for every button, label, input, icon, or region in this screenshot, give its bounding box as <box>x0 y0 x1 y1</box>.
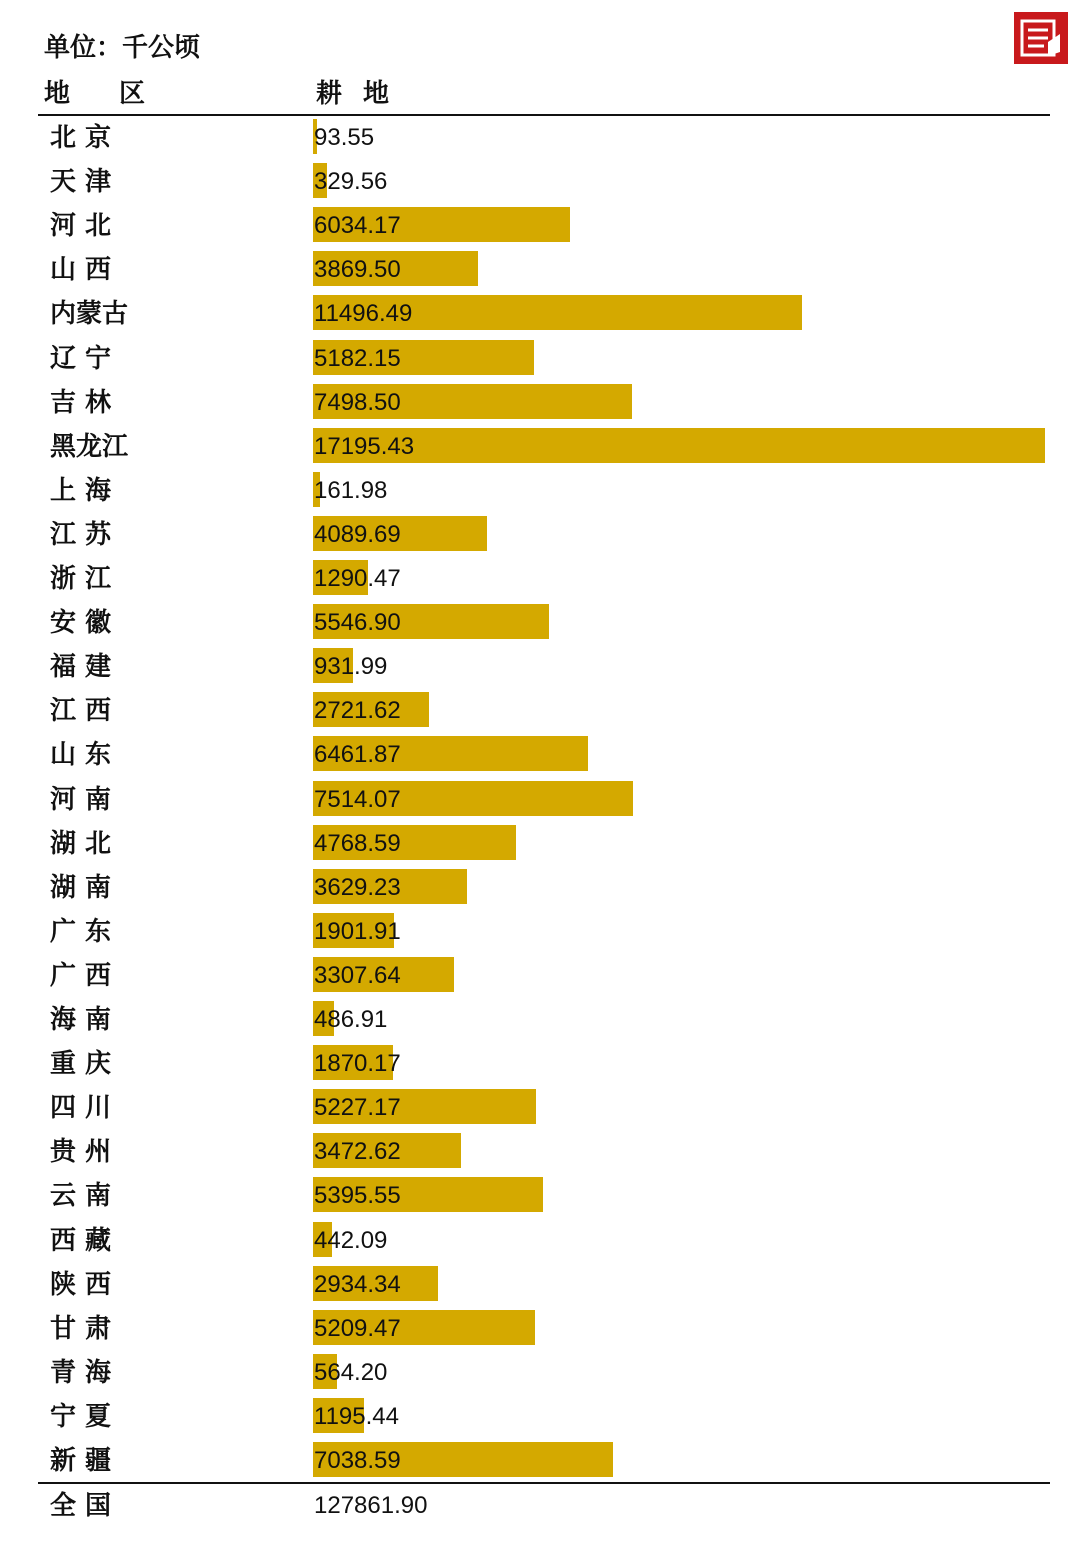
region-label: 广 西 <box>50 960 112 991</box>
table-row <box>0 1439 1080 1483</box>
region-label: 福 建 <box>50 652 112 683</box>
table-row <box>0 866 1080 910</box>
table-row <box>0 1130 1080 1174</box>
value-label: 5182.15 <box>314 344 401 372</box>
region-label: 海 南 <box>50 1005 112 1035</box>
region-label: 新 疆 <box>50 1446 112 1476</box>
table-row <box>0 557 1080 601</box>
table-row <box>0 116 1080 160</box>
value-label: 4768.59 <box>314 829 401 857</box>
value-label: 7038.59 <box>314 1447 401 1474</box>
value-label: 6034.17 <box>314 212 401 240</box>
region-label: 江 苏 <box>50 519 112 550</box>
table-row <box>0 1042 1080 1086</box>
table-row <box>0 1219 1080 1263</box>
region-label: 北 京 <box>50 123 112 153</box>
value-label: 1901.91 <box>314 917 401 945</box>
value-label: 1195.44 <box>314 1402 399 1430</box>
value-label: 7498.50 <box>314 388 401 416</box>
table-row <box>0 601 1080 645</box>
table-row <box>0 778 1080 822</box>
value-label: 3869.50 <box>314 256 401 284</box>
value-label: 7514.07 <box>314 785 401 813</box>
table-row <box>0 513 1080 557</box>
table-row <box>0 645 1080 689</box>
value-label: 5395.55 <box>314 1182 401 1210</box>
bar <box>313 428 1045 463</box>
region-label: 吉 林 <box>50 387 112 418</box>
value-label: 3472.62 <box>314 1138 401 1166</box>
value-label: 2934.34 <box>314 1270 401 1298</box>
region-label: 甘 肃 <box>50 1313 112 1344</box>
value-label: 564.20 <box>314 1358 388 1386</box>
region-label: 辽 宁 <box>50 343 112 374</box>
value-label: 5546.90 <box>314 609 401 637</box>
table-row <box>0 381 1080 425</box>
table-row <box>0 425 1080 469</box>
table-row <box>0 689 1080 733</box>
value-label: 93.55 <box>314 124 375 151</box>
table-row <box>0 469 1080 513</box>
value-label: 161.98 <box>314 476 388 504</box>
table-row <box>0 1307 1080 1351</box>
table-row <box>0 160 1080 204</box>
region-label: 陕 西 <box>50 1269 112 1300</box>
column-header-value: 耕 地 <box>316 79 396 109</box>
region-label: 云 南 <box>50 1181 112 1212</box>
table-row <box>0 292 1080 336</box>
value-label: 1290.47 <box>314 565 401 592</box>
region-label: 天 津 <box>50 167 112 198</box>
region-label: 河 南 <box>50 784 112 815</box>
value-label: 3629.23 <box>314 873 401 901</box>
region-label: 内蒙古 <box>50 299 129 330</box>
table-row <box>0 1263 1080 1307</box>
region-label: 山 东 <box>50 740 112 771</box>
total-value: 127861.90 <box>314 1492 428 1519</box>
region-label: 安 徽 <box>50 608 112 639</box>
table-row <box>0 1086 1080 1130</box>
table-row <box>0 204 1080 248</box>
region-label: 青 海 <box>50 1357 112 1388</box>
region-label: 宁 夏 <box>50 1401 112 1432</box>
region-label: 湖 南 <box>50 872 112 903</box>
region-label: 西 藏 <box>50 1225 112 1256</box>
value-label: 5227.17 <box>314 1094 401 1122</box>
value-label: 442.09 <box>314 1226 388 1254</box>
total-label: 全 国 <box>50 1491 112 1521</box>
table-row <box>0 733 1080 777</box>
region-label: 江 西 <box>50 696 112 727</box>
brand-logo-icon <box>1014 12 1068 64</box>
value-label: 6461.87 <box>314 741 401 769</box>
region-label: 重 庆 <box>50 1049 112 1080</box>
value-label: 329.56 <box>314 168 388 196</box>
total-row <box>0 1484 1080 1528</box>
value-label: 486.91 <box>314 1006 388 1033</box>
table-row <box>0 1174 1080 1218</box>
value-label: 1870.17 <box>314 1050 401 1078</box>
table-row <box>0 337 1080 381</box>
value-label: 17195.43 <box>314 432 415 460</box>
column-header-region: 地 区 <box>44 79 166 109</box>
table-row <box>0 248 1080 292</box>
region-label: 上 海 <box>50 475 112 506</box>
value-label: 3307.64 <box>314 961 401 989</box>
region-label: 广 东 <box>50 916 112 947</box>
value-label: 5209.47 <box>314 1314 401 1342</box>
region-label: 湖 北 <box>50 828 112 859</box>
region-label: 黑龙江 <box>50 431 129 462</box>
table-row <box>0 822 1080 866</box>
table-row <box>0 1395 1080 1439</box>
value-label: 11496.49 <box>314 300 413 328</box>
table-row <box>0 998 1080 1042</box>
region-label: 贵 州 <box>50 1137 112 1168</box>
region-label: 山 西 <box>50 255 112 286</box>
unit-label: 单位：千公顷 <box>44 33 201 63</box>
table-row <box>0 1351 1080 1395</box>
region-label: 河 北 <box>50 211 112 242</box>
value-label: 931.99 <box>314 653 388 681</box>
region-label: 四 川 <box>50 1093 112 1124</box>
table-row <box>0 954 1080 998</box>
value-label: 4089.69 <box>314 520 401 548</box>
value-label: 2721.62 <box>314 697 401 725</box>
region-label: 浙 江 <box>50 564 112 594</box>
table-row <box>0 910 1080 954</box>
